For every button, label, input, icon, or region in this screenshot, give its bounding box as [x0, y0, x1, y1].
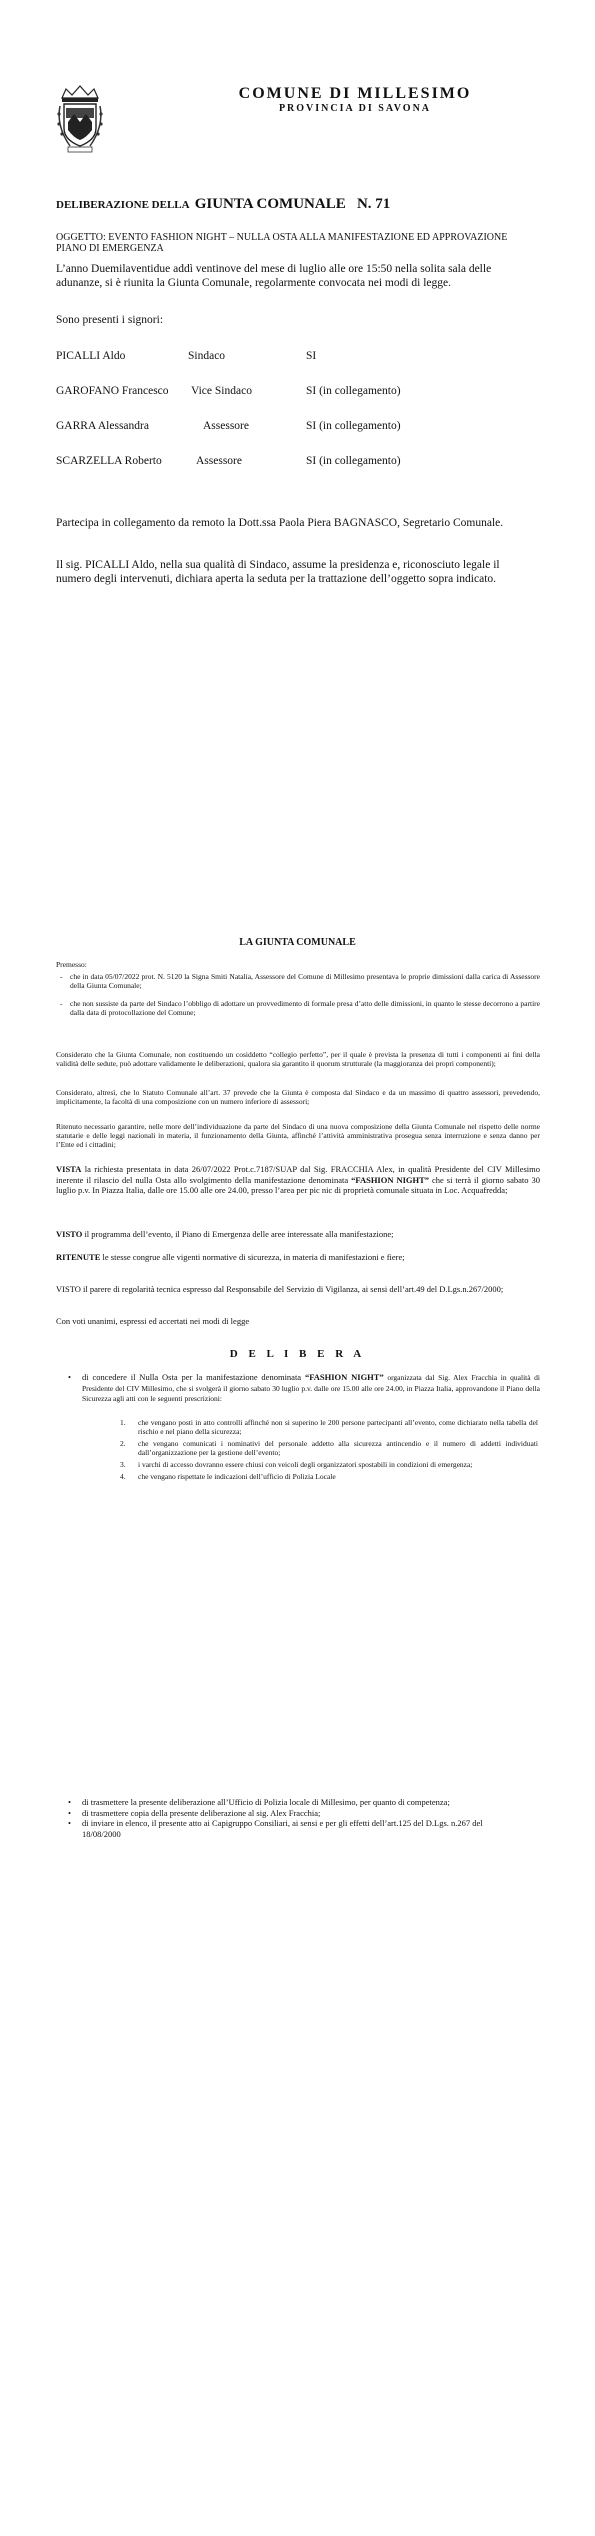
prescrizione-item: 3. i varchi di accesso dovranno essere chiusi con veicoli degli organizzatori spostabili in condizioni di emergenza;	[120, 1460, 473, 1469]
event-name: “FASHION NIGHT”	[351, 1174, 430, 1185]
final-item: • di inviare in elenco, il presente atto ai Capigruppo Consiliari, ai sensi e per gli effetti dell’art.125 del D.Lgs. n.267 del 18/08/2000	[64, 1818, 484, 1839]
member-name: PICALLI Aldo	[56, 350, 126, 362]
intro-paragraph: L’anno Duemilaventidue addì ventinove del mese di luglio alle ore 15:50 nella solita sala delle adunanze, si è riunita la Giunta Comunale, regolarmente convocata nei modi di legge.	[56, 263, 492, 289]
provincia-name: PROVINCIA DI SAVONA	[278, 103, 432, 114]
member-status: SI	[306, 350, 317, 362]
member-role: Assessore	[196, 455, 242, 467]
ritenute-keyword: RITENUTE	[56, 1252, 101, 1262]
considerato-paragraph: Considerato che la Giunta Comunale, non costituendo un cosiddetto “collegio perfetto”, per il quale è prevista la presenza di tutti i componenti ai fini della validità delle sedute, può adottare validamente le deliberazioni, qualora sia garantito il quorum strutturale (la maggioranza dei propri componenti);	[56, 1050, 540, 1068]
vista-paragraph	[56, 1164, 540, 1196]
ritenuto-paragraph: Ritenuto necessario garantire, nelle more dell’individuazione da parte del Sindaco di una nuova composizione della Giunta Comunale nel rispetto delle norme statutarie e delle leggi nazionali in materia, il funzionamento della Giunta, affinché l’attività amministrativa prosegua senza interruzione e senza danno per l’Ente ed i cittadini;	[56, 1122, 540, 1149]
ritenute-paragraph	[56, 1252, 540, 1263]
oggetto: OGGETTO: EVENTO FASHION NIGHT – NULLA OSTA ALLA MANIFESTAZIONE ED APPROVAZIONE PIANO DI EMERGENZA	[56, 232, 508, 254]
prescrizione-item: 4. che vengano rispettate le indicazioni dell’ufficio di Polizia Locale	[120, 1472, 336, 1481]
voti-paragraph: Con voti unanimi, espressi ed accertati nei modi di legge	[56, 1316, 250, 1326]
comune-name: COMUNE DI MILLESIMO	[238, 85, 472, 102]
event-name: “FASHION NIGHT”	[304, 1372, 384, 1382]
vista-text-2: che si terrà il giorno sabato 30 luglio p.v. In Piazza Italia, dalle ore 15.00 alle ore 24.00, presso l’area per pic nic di proprietà comunale situata in Loc. Acquafredda;	[56, 1174, 540, 1195]
d1-text-2: organizzata dal Sig. Alex Fracchia in qualità di Presidente del CIV Millesimo, che si svolgerà il giorno sabato 30 luglio p.v. dalle ore 15.00 alle ore 24.00, in Piazza Italia, approvandone il Piano della Sicurezza agli atti con le seguenti prescrizioni:	[82, 1373, 540, 1403]
premesso-item: - che non sussiste da parte del Sindaco l’obbligo di adottare un provvedimento di formale presa d’atto delle dimissioni, in quanto le stesse decorrono a partire dalla data di protocollazione del Comune;	[56, 999, 540, 1017]
title-prefix: DELIBERAZIONE DELLA	[56, 199, 189, 211]
title-main: GIUNTA COMUNALE N. 71	[194, 196, 391, 212]
comune-crest-logo	[56, 84, 104, 154]
vista-keyword: VISTA	[56, 1164, 82, 1174]
delibera-item-nulla-osta	[64, 1372, 540, 1404]
delibera-heading: D E L I B E R A	[229, 1348, 366, 1360]
final-item: • di trasmettere la presente deliberazione all’Ufficio di Polizia locale di Millesimo, per quanto di competenza;	[64, 1797, 484, 1808]
member-role: Sindaco	[188, 350, 226, 362]
segretario-paragraph: Partecipa in collegamento da remoto la Dott.ssa Paola Piera BAGNASCO, Segretario Comunale.	[56, 517, 504, 529]
premesso-block	[56, 960, 540, 1017]
visto-parere-paragraph: VISTO il parere di regolarità tecnica espresso dal Responsabile del Servizio di Vigilanza, ai sensi dell’art.49 del D.Lgs.n.267/2000;	[56, 1284, 504, 1294]
premesso-item: - che in data 05/07/2022 prot. N. 5120 la Signa Smiti Natalia, Assessore del Comune di Millesimo presentava le proprie dimissioni dalla carica di Assessore della Giunta Comunale;	[56, 972, 540, 990]
visto-text: il programma dell’evento, il Piano di Emergenza delle aree interessate alla manifestazione;	[82, 1229, 394, 1239]
member-status: SI (in collegamento)	[306, 420, 401, 432]
member-status: SI (in collegamento)	[306, 455, 401, 467]
vista-text: la richiesta presentata in data 26/07/2022 Prot.c.7187/SUAP dal Sig. FRACCHIA Alex, in qualità Presidente del CIV Millesimo inerente il rilascio del nulla Osta allo svolgimento della manifestazione denominata	[56, 1164, 540, 1185]
prescrizioni-list	[120, 1418, 538, 1481]
considerato-paragraph: Considerato, altresì, che lo Statuto Comunale all’art. 37 prevede che la Giunta è composta dal Sindaco e da un massimo di quattro assessori, prevedendo, implicitamente, la facoltà di una composizione con un numero inferiore di assessori;	[56, 1088, 540, 1106]
prescrizione-item: 1. che vengano posti in atto controlli affinché non si superino le 200 persone partecipanti all’evento, come dichiarato nella tabella del rischio e nel piano della sicurezza;	[120, 1418, 538, 1436]
d1-text: di concedere il Nulla Osta per la manifestazione denominata	[82, 1372, 305, 1382]
deliberation-title	[56, 196, 390, 213]
giunta-heading: LA GIUNTA COMUNALE	[239, 937, 356, 948]
delibera-bullet	[64, 1372, 540, 1404]
member-name: GARRA Alessandra	[56, 420, 149, 432]
member-status: SI (in collegamento)	[306, 385, 401, 397]
visto-paragraph	[56, 1229, 540, 1240]
member-name: GAROFANO Francesco	[56, 385, 169, 397]
prescrizione-item: 2. che vengano comunicati i nominativi del personale addetto alla sicurezza antincendio e il numero di addetti individuati dall’organizzazione per la gestione dell’evento;	[120, 1439, 538, 1457]
member-name: SCARZELLA Roberto	[56, 455, 162, 467]
premesso-label: Premesso:	[56, 960, 87, 969]
final-item: • di trasmettere copia della presente deliberazione al sig. Alex Fracchia;	[64, 1808, 484, 1819]
visto-keyword: VISTO	[56, 1229, 83, 1239]
ritenute-text: le stesse congrue alle vigenti normative di sicurezza, in materia di manifestazioni e fiere;	[100, 1252, 405, 1262]
member-role: Assessore	[203, 420, 249, 432]
member-role: Vice Sindaco	[191, 385, 252, 397]
presidenza-paragraph: Il sig. PICALLI Aldo, nella sua qualità di Sindaco, assume la presidenza e, riconosciuto legale il numero degli intervenuti, dichiara aperta la seduta per la trattazione dell’oggetto sopra indicato.	[56, 559, 500, 585]
present-label: Sono presenti i signori:	[56, 314, 164, 326]
final-list	[64, 1797, 484, 1839]
